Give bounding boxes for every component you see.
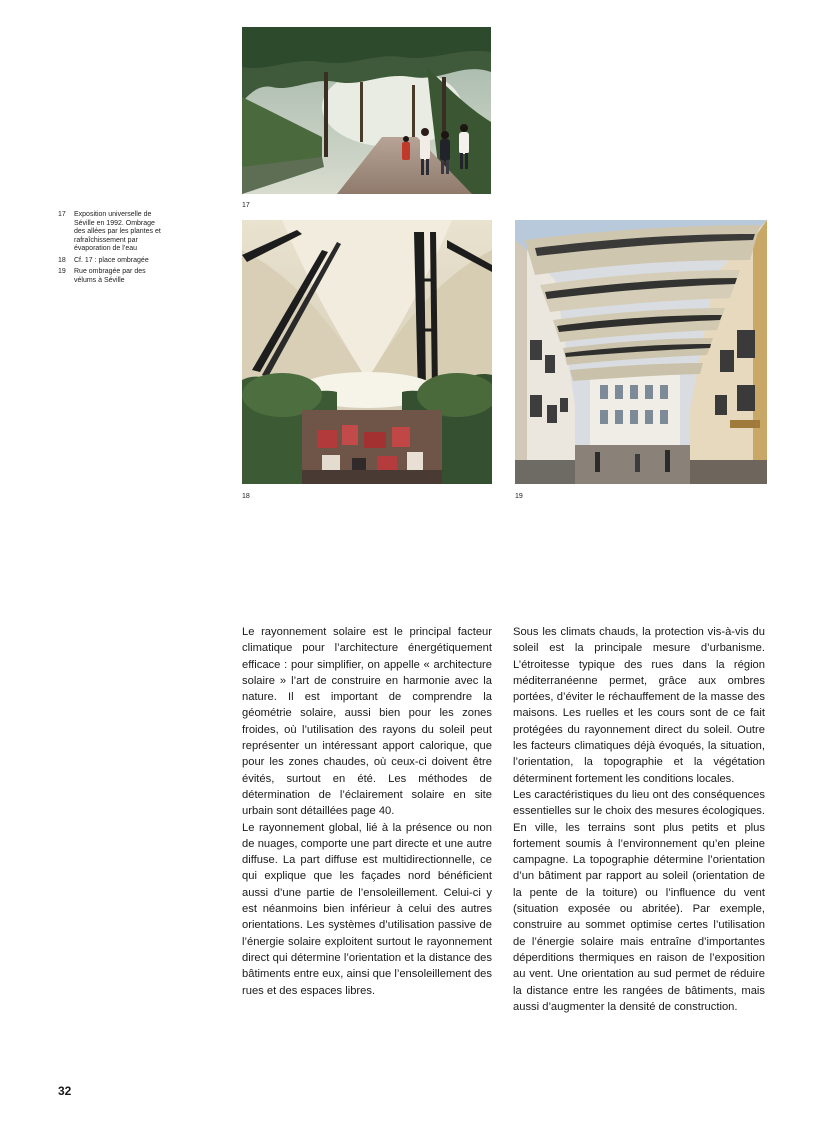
caption-number: 18 bbox=[58, 256, 66, 264]
photo-18-shaded-plaza bbox=[242, 220, 492, 484]
caption-number: 19 bbox=[58, 268, 66, 275]
body-column-left bbox=[242, 624, 492, 999]
caption-17 bbox=[58, 211, 168, 254]
paragraph: Le rayonnement solaire est le principal facteur climatique pour l’architecture énergétiquement efficace : pour simplifier, on appelle « architecture solaire » l’art de construire en harmonie avec la nature. Il est important de comprendre la géométrie solaire, aussi bien pour les zones froides, où l’utilisation des rayons du soleil peut représenter un intéressant apport calorique, que pour les zones chaudes, où ceux-ci doivent être évités, surtout en été. Les méthodes de détermination de l’éclairement solaire en site urbain sont détaillées page 40. bbox=[242, 626, 492, 818]
body-column-right bbox=[513, 624, 765, 1015]
caption-text: Exposition universelle de Séville en 1992. Ombrage des allées par les plantes et rafraîchissement par évaporation de l’eau bbox=[74, 211, 161, 252]
photo-19-awning-street bbox=[515, 220, 767, 484]
figure-captions bbox=[58, 211, 168, 288]
paragraph: Les caractéristiques du lieu ont des conséquences essentielles sur le choix des mesures écologiques. En ville, les terrains sont plus petits et plus fortement soumis à l’environnement qu’en pleine campagne. La topographie détermine l’orientation d’un bâtiment par rapport au soleil (orientation de la pente de la toiture) ou l’influence du vent (situation exposée ou abritée). Par exemple, construire au sommet optimise certes l’utilisation de l’énergie solaire mais entraîne d’importantes déperditions thermiques en raison de l’exposition au vent. Une orientation au sud permet de réduire la distance entre les rangées de bâtiments, mais aussi d’augmenter la densité de construction. bbox=[513, 788, 765, 1013]
photo-19-number: 19 bbox=[515, 493, 523, 500]
photo-17-seville-alley bbox=[242, 27, 491, 194]
caption-18 bbox=[58, 257, 168, 266]
caption-text: Rue ombragée par des vélums à Séville bbox=[74, 268, 146, 284]
paragraph: Sous les climats chauds, la protection vis-à-vis du soleil est la principale mesure d’urbanisme. L’étroitesse typique des rues dans la région méditerranéenne permet, grâce aux ombres portées, d’éviter le réchauffement de la masse des maisons. Les ruelles et les cours sont de ce fait protégées du rayonnement direct du soleil. Outre les facteurs climatiques déjà évoqués, la situation, l’orientation, la topographie et la végétation déterminent fortement les conditions locales. bbox=[513, 626, 765, 785]
photo-18-number: 18 bbox=[242, 493, 250, 500]
caption-19 bbox=[58, 268, 168, 285]
caption-text: Cf. 17 : place ombragée bbox=[74, 256, 149, 264]
photo-17-number: 17 bbox=[242, 202, 250, 209]
page-number: 32 bbox=[58, 1084, 72, 1098]
paragraph: Le rayonnement global, lié à la présence ou non de nuages, comporte une part directe et une autre diffuse. La part diffuse est multidirectionnelle, ce qui explique que les façades nord bénéficient aussi d’une partie de l’ensoleillement. Celui-ci y est néanmoins bien inférieur à celui des autres orientations. Les systèmes d’utilisation passive de l’énergie solaire exploitent surtout le rayonnement direct qui détermine l’orientation et la distance des bâtiments entre eux, ainsi que l’ensoleillement des rues et des espaces libres. bbox=[242, 821, 492, 997]
caption-number: 17 bbox=[58, 211, 66, 218]
